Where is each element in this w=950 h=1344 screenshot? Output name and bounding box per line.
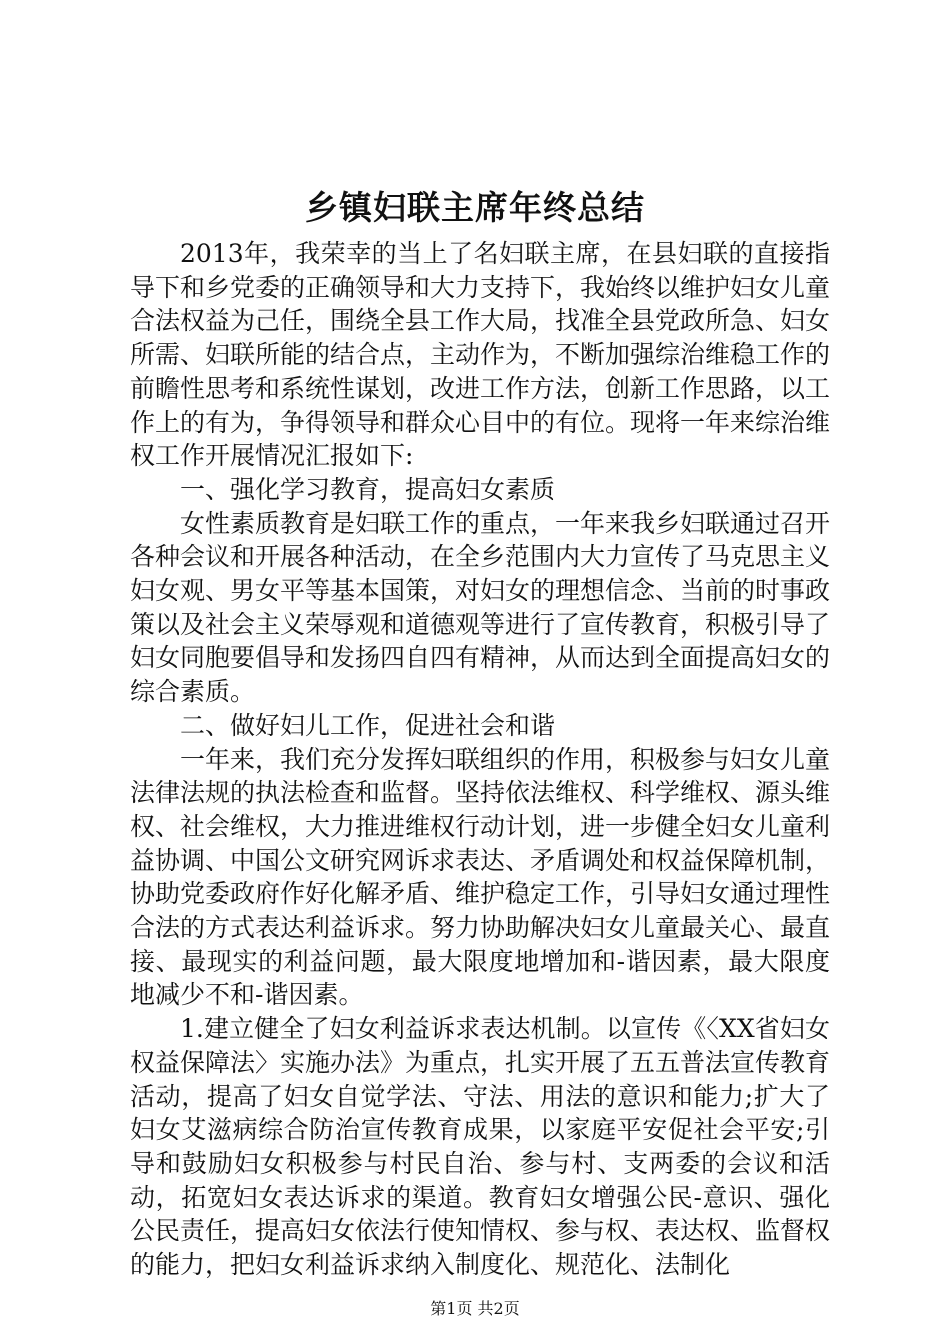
section-1-paragraph: 女性素质教育是妇联工作的重点，一年来我乡妇联通过召开各种会议和开展各种活动，在全乡范围内大力宣传了马克思主义妇女观、男女平等基本国策，对妇女的理想信念、当前的时事政策以及社会主义荣辱观和道德观等进行了宣传教育，积极引导了妇女同胞要倡导和发扬四自四有精神，从而达到全面提高妇女的综合素质。 <box>130 508 831 707</box>
section-heading-1: 一、强化学习教育，提高妇女素质 <box>180 474 556 504</box>
section-2-paragraph: 一年来，我们充分发挥妇联组织的作用，积极参与妇女儿童法律法规的执法检查和监督。坚持依法维权、科学维权、源头维权、社会维权，大力推进维权行动计划，进一步健全妇女儿童利益协调、中国公文研究网诉求表达、矛盾调处和权益保障机制，协助党委政府作好化解矛盾、维护稳定工作，引导妇女通过理性合法的方式表达利益诉求。努力协助解决妇女儿童最关心、最直接、最现实的利益问题，最大限度地增加和-谐因素，最大限度地减少不和-谐因素。 <box>130 744 831 1010</box>
document-title: 乡镇妇联主席年终总结 <box>305 188 645 227</box>
intro-paragraph: 2013年，我荣幸的当上了名妇联主席，在县妇联的直接指导下和乡党委的正确领导和大力支持下，我始终以维护妇女儿童合法权益为己任，围绕全县工作大局，找准全县党政所急、妇女所需、妇联所能的结合点，主动作为，不断加强综治维稳工作的前瞻性思考和系统性谋划，改进工作方法，创新工作思路，以工作上的有为，争得领导和群众心目中的有位。现将一年来综治维权工作开展情况汇报如下: <box>130 239 831 471</box>
section-2-item-1-paragraph: 1.建立健全了妇女利益诉求表达机制。以宣传《〈XX省妇女权益保障法〉实施办法》为重点，扎实开展了五五普法宣传教育活动，提高了妇女自觉学法、守法、用法的意识和能力;扩大了妇女艾滋病综合防治宣传教育成果，以家庭平安促社会平安;引导和鼓励妇女积极参与村民自治、参与村、支两委的会议和活动，拓宽妇女表达诉求的渠道。教育妇女增强公民-意识、强化公民责任，提高妇女依法行使知情权、参与权、表达权、监督权的能力，把妇女利益诉求纳入制度化、规范化、法制化 <box>130 1014 831 1280</box>
page-footer: 第1页 共2页 <box>430 1299 520 1318</box>
section-heading-2: 二、做好妇儿工作，促进社会和谐 <box>180 710 556 740</box>
document-body <box>130 237 830 1282</box>
